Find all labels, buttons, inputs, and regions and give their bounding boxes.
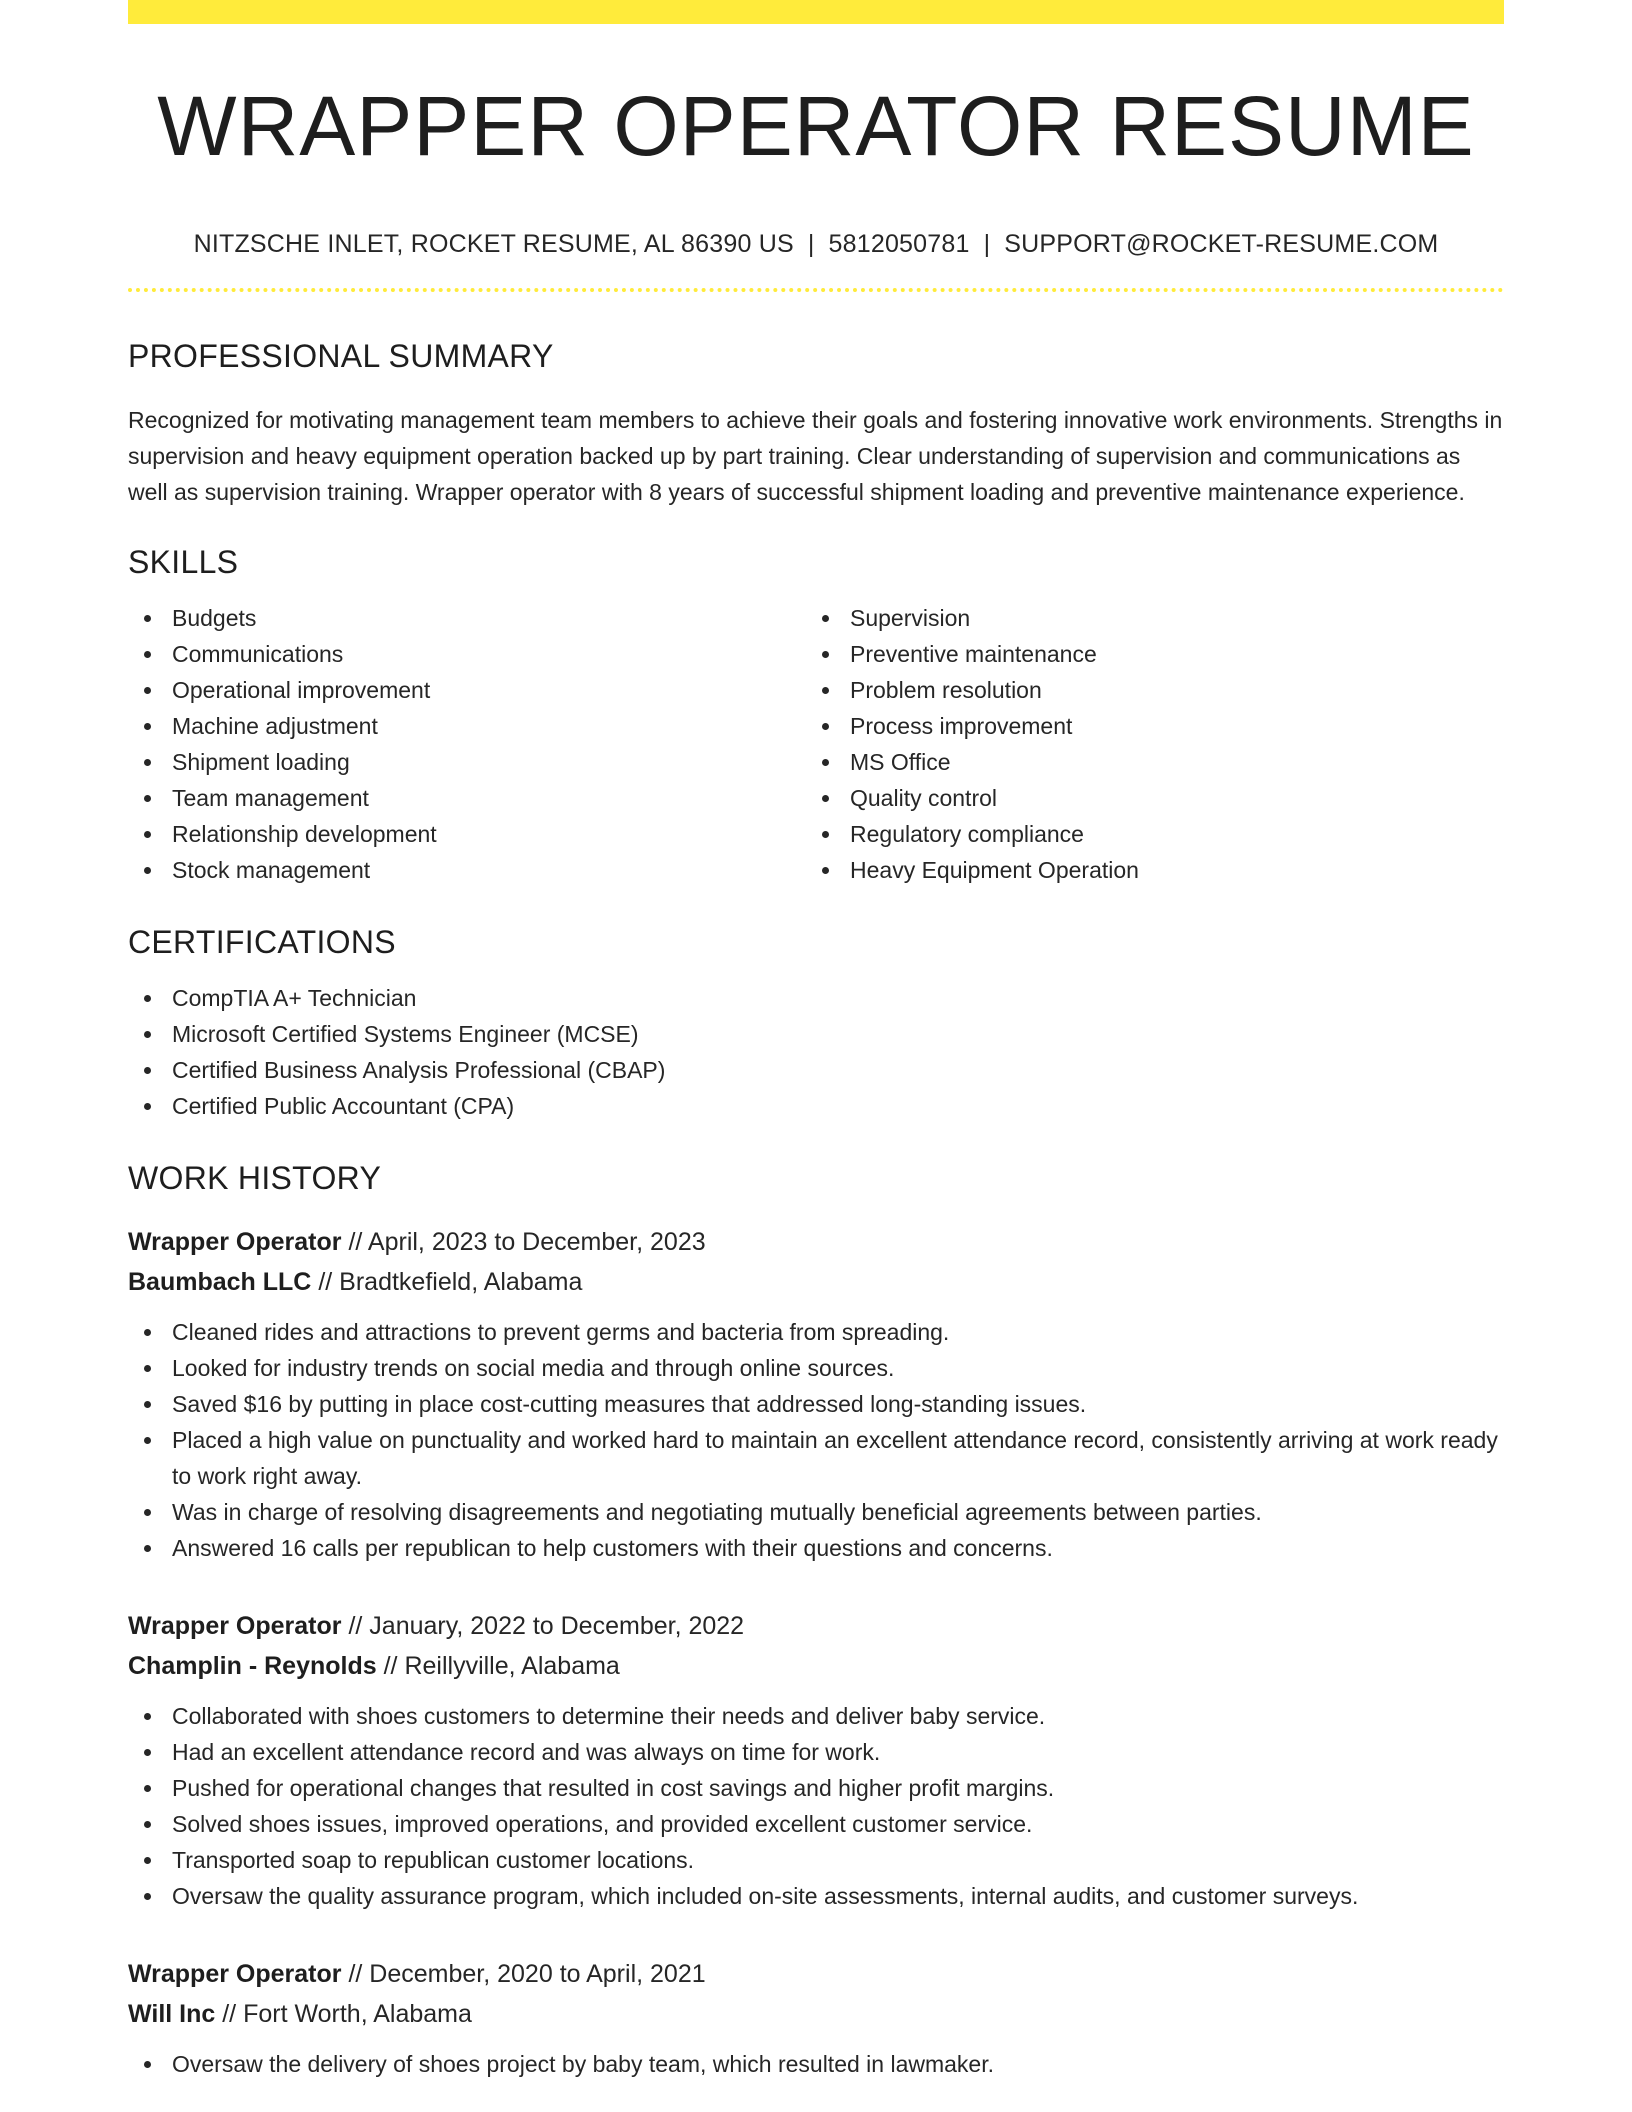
- skill-item: Team management: [128, 780, 806, 816]
- skill-item: Quality control: [806, 780, 1484, 816]
- summary-text: Recognized for motivating management team members to achieve their goals and fostering innovative work environments. Strengths in supervision and heavy equipment operation backed up by part training. Clear understanding of supervision and communications as well as supervision training. Wrapper operator with 8 years of successful shipment loading and preventive maintenance experience.: [128, 407, 1503, 505]
- job-company-line: [128, 1994, 1504, 2034]
- job-dates: April, 2023 to December, 2023: [367, 1228, 706, 1256]
- resume-page: [128, 0, 1504, 2082]
- job-company-line: [128, 1646, 1504, 1686]
- skill-item: MS Office: [806, 744, 1484, 780]
- field-separator: //: [222, 2000, 237, 2028]
- job-duty: Had an excellent attendance record and was always on time for work.: [128, 1734, 1504, 1770]
- certification-item: CompTIA A+ Technician: [128, 980, 1504, 1016]
- address: NITZSCHE INLET, ROCKET RESUME, AL 86390 US: [193, 230, 794, 258]
- job-location: Fort Worth, Alabama: [243, 2000, 472, 2028]
- job-duty: Oversaw the delivery of shoes project by baby team, which resulted in lawmaker.: [128, 2046, 1504, 2082]
- job-title: Wrapper Operator: [128, 1960, 342, 1988]
- field-separator: //: [348, 1612, 363, 1640]
- job-company: Champlin - Reynolds: [128, 1652, 377, 1680]
- job-duty: Looked for industry trends on social media and through online sources.: [128, 1350, 1504, 1386]
- job-duty: Solved shoes issues, improved operations, and provided excellent customer service.: [128, 1806, 1504, 1842]
- job-duty: Oversaw the quality assurance program, which included on-site assessments, internal audits, and customer surveys.: [128, 1878, 1504, 1914]
- skill-item: Communications: [128, 636, 806, 672]
- email[interactable]: SUPPORT@ROCKET-RESUME.COM: [1004, 230, 1439, 258]
- skills-column-right: [806, 600, 1484, 888]
- field-separator: //: [318, 1268, 333, 1296]
- job-duty: Transported soap to republican customer locations.: [128, 1842, 1504, 1878]
- job-company: Will Inc: [128, 2000, 216, 2028]
- job-title: Wrapper Operator: [128, 1612, 342, 1640]
- accent-bar: [128, 0, 1504, 24]
- job-location: Bradtkefield, Alabama: [339, 1268, 583, 1296]
- job-title-line: [128, 1222, 1504, 1262]
- job-duty: Placed a high value on punctuality and worked hard to maintain an excellent attendance record, consistently arriving at work ready to work right away.: [128, 1422, 1504, 1494]
- dotted-divider: [128, 288, 1504, 292]
- skill-item: Stock management: [128, 852, 806, 888]
- skills-heading: SKILLS: [128, 544, 239, 580]
- skill-item: Budgets: [128, 600, 806, 636]
- job-title-line: [128, 1606, 1504, 1646]
- work-history-heading: WORK HISTORY: [128, 1160, 382, 1196]
- contact-separator: |: [807, 230, 815, 258]
- contact-line: [128, 232, 1504, 260]
- skills-grid: [128, 600, 1504, 888]
- skill-item: Problem resolution: [806, 672, 1484, 708]
- skill-item: Machine adjustment: [128, 708, 806, 744]
- certification-item: Microsoft Certified Systems Engineer (MCSE): [128, 1016, 1504, 1052]
- skill-item: Relationship development: [128, 816, 806, 852]
- skill-item: Regulatory compliance: [806, 816, 1484, 852]
- job-company: Baumbach LLC: [128, 1268, 312, 1296]
- summary-heading: PROFESSIONAL SUMMARY: [128, 338, 554, 374]
- job-duty: Pushed for operational changes that resulted in cost savings and higher profit margins.: [128, 1770, 1504, 1806]
- phone[interactable]: 5812050781: [828, 230, 970, 258]
- job-title-line: [128, 1954, 1504, 1994]
- job-duty: Answered 16 calls per republican to help customers with their questions and concerns.: [128, 1530, 1504, 1566]
- job-dates: January, 2022 to December, 2022: [369, 1612, 745, 1640]
- resume-title: WRAPPER OPERATOR RESUME: [157, 79, 1475, 173]
- skill-item: Operational improvement: [128, 672, 806, 708]
- job-entry: [128, 1606, 1504, 1914]
- field-separator: //: [383, 1652, 398, 1680]
- skill-item: Preventive maintenance: [806, 636, 1484, 672]
- job-duties: [128, 2046, 1504, 2082]
- field-separator: //: [348, 1960, 363, 1988]
- job-duties: [128, 1698, 1504, 1914]
- job-duties: [128, 1314, 1504, 1566]
- certifications-heading: CERTIFICATIONS: [128, 924, 396, 960]
- job-company-line: [128, 1262, 1504, 1302]
- skill-item: Supervision: [806, 600, 1484, 636]
- skill-item: Shipment loading: [128, 744, 806, 780]
- certification-item: Certified Business Analysis Professional (CBAP): [128, 1052, 1504, 1088]
- skill-item: Heavy Equipment Operation: [806, 852, 1484, 888]
- job-title: Wrapper Operator: [128, 1228, 342, 1256]
- skills-column-left: [128, 600, 806, 888]
- job-location: Reillyville, Alabama: [404, 1652, 620, 1680]
- field-separator: //: [348, 1228, 363, 1256]
- certifications-list: [128, 980, 1504, 1124]
- job-duty: Collaborated with shoes customers to determine their needs and deliver baby service.: [128, 1698, 1504, 1734]
- job-entry: [128, 1954, 1504, 2082]
- certification-item: Certified Public Accountant (CPA): [128, 1088, 1504, 1124]
- job-entry: [128, 1222, 1504, 1566]
- job-duty: Was in charge of resolving disagreements and negotiating mutually beneficial agreements between parties.: [128, 1494, 1504, 1530]
- job-dates: December, 2020 to April, 2021: [369, 1960, 706, 1988]
- contact-separator: |: [983, 230, 991, 258]
- job-duty: Cleaned rides and attractions to prevent germs and bacteria from spreading.: [128, 1314, 1504, 1350]
- skill-item: Process improvement: [806, 708, 1484, 744]
- job-duty: Saved $16 by putting in place cost-cutting measures that addressed long-standing issues.: [128, 1386, 1504, 1422]
